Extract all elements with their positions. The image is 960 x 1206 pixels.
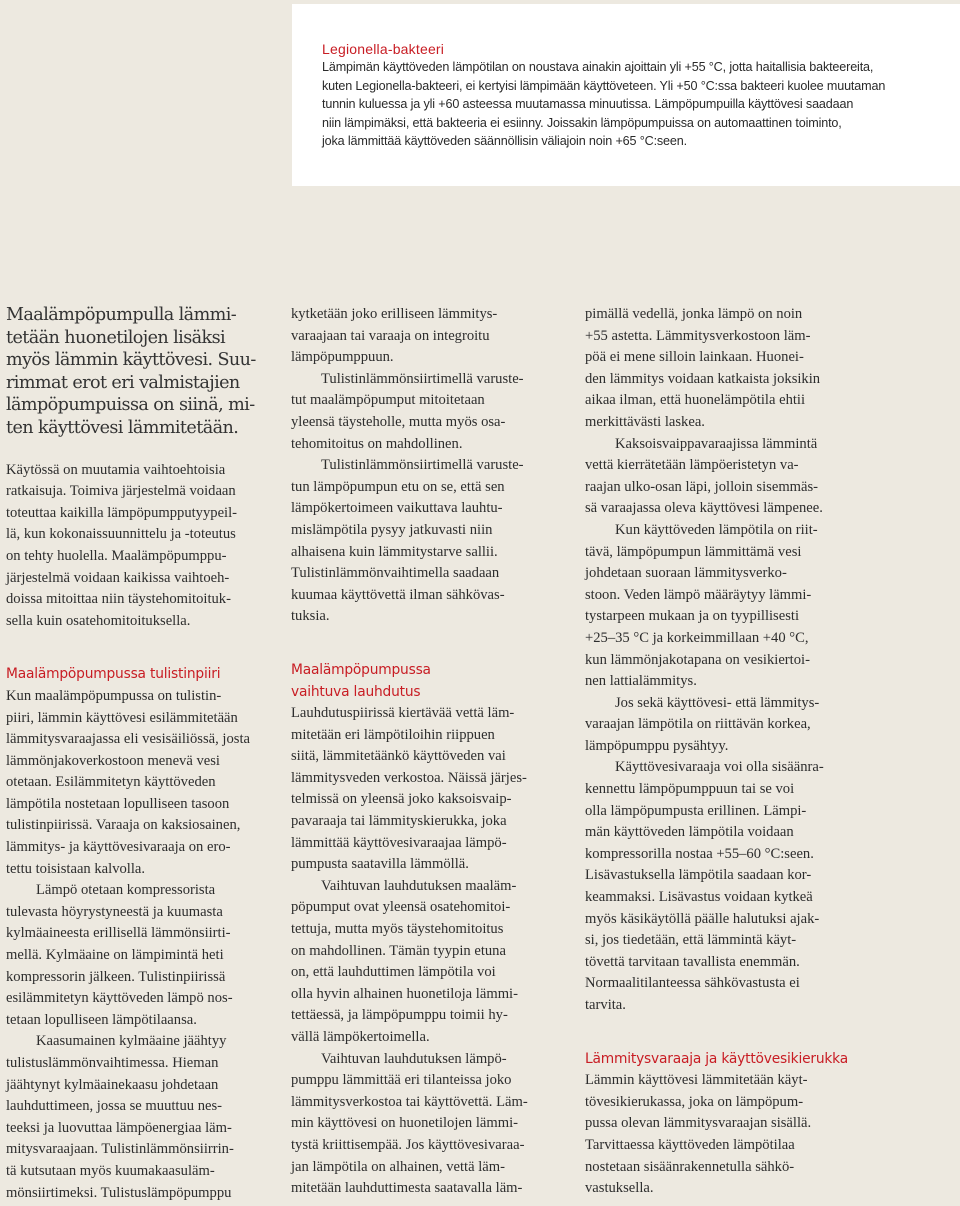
text-line: Vaihtuvan lauhdutuksen lämpö- — [321, 1050, 507, 1067]
legionella-text-line: Lämpimän käyttöveden lämpötilan on noustava ainakin ajoittain yli +55 °C, jotta haitallisia bakteereita, — [322, 60, 874, 74]
text-line: sä varaajassa oleva käyttövesi lämpenee. — [585, 500, 823, 517]
article-column-3 — [585, 304, 847, 1200]
text-line: si, jos tiedetään, että lämmintä käyt- — [585, 932, 797, 949]
text-line: pavaraaja tai lämmityskierukka, joka — [291, 813, 507, 830]
text-line: Lämmin käyttövesi lämmitetään käyt- — [585, 1072, 808, 1089]
text-line: Tulistinlämmönsiirtimellä varuste- — [321, 370, 524, 387]
article-column-2 — [291, 304, 553, 1200]
legionella-info-content — [322, 40, 942, 151]
text-line: tövesikierukassa, joka on lämpöpum- — [585, 1093, 804, 1110]
legionella-info-box — [292, 4, 960, 186]
text-line: toteuttaa kaikilla lämpöpumpputyypeil- — [6, 504, 238, 521]
text-line: tuksia. — [291, 608, 330, 625]
body-paragraph — [585, 304, 847, 434]
text-line: tettuja, mutta myös täystehomitoitus — [291, 921, 504, 938]
text-line: telmissä on yleensä joko kaksoisvaip- — [291, 791, 512, 808]
text-line: den lämmitys voidaan katkaista joksikin — [585, 370, 821, 387]
text-line: Vaihtuvan lauhdutuksen maaläm- — [321, 877, 517, 894]
body-paragraph — [291, 304, 553, 369]
text-line: pöä ei mene silloin lainkaan. Huonei- — [585, 349, 804, 366]
text-line: mitysvaraajaan. Tulistinlämmönsiirrin- — [6, 1141, 234, 1158]
text-line: kytketään joko erilliseen lämmitys- — [291, 306, 498, 322]
text-line: lauhduttimeen, jossa se muuttuu nes- — [6, 1098, 223, 1115]
text-line: tarvita. — [585, 997, 626, 1013]
section-heading-vaihtuva-lauhdutus-line2: vaihtuva lauhdutus — [291, 683, 421, 700]
text-line: Lauhdutuspiirissä kiertävää vettä läm- — [291, 705, 515, 722]
text-line: Normaalitilanteessa sähkövastusta ei — [585, 975, 800, 992]
text-line: män käyttöveden lämpötila voidaan — [585, 824, 794, 841]
text-line: tövettä tarvitaan tavallista enemmän. — [585, 953, 800, 970]
text-line: tehomitoitus on mahdollinen. — [291, 435, 463, 452]
text-line: lämmönjakoverkostoon menevä vesi — [6, 752, 220, 769]
lead-paragraph — [6, 304, 268, 440]
lead-line: lämpöpumpuissa on siinä, mi- — [6, 395, 255, 416]
lead-line: rimmat erot eri valmistajien — [6, 372, 240, 393]
text-line: nen lattialämmitys. — [585, 673, 697, 690]
text-line: Käytössä on muutamia vaihtoehtoisia — [6, 461, 226, 478]
text-line: mönsiirtimeksi. Tulistuslämpöpumppu — [6, 1184, 232, 1201]
text-line: tulistuslämmönvaihtimessa. Hieman — [6, 1055, 219, 1071]
text-line: lä, kun kokonaissuunnittelu ja -toteutus — [6, 526, 236, 543]
section-heading-lammitysvaraaja: Lämmitysvaraaja ja käyttövesikierukka — [585, 1050, 848, 1067]
text-line: esilämmitetyn käyttöveden lämpö nos- — [6, 990, 233, 1007]
body-paragraph — [291, 876, 553, 1049]
text-line: doissa mitoittaa niin täystehomitoituk- — [6, 591, 231, 608]
text-line: tävä, lämpöpumpun lämmittämä vesi — [585, 543, 802, 560]
text-line: yleensä täysteholle, mutta myös osa- — [291, 413, 506, 430]
legionella-text-line: kuten Legionella-bakteeri, ei kertyisi lämpimään käyttöveteen. Yli +50 °C:ssa bakteeri kuolee muutaman — [322, 78, 886, 93]
text-line: Lämpö otetaan kompressorista — [36, 882, 216, 899]
text-line: Kun maalämpöpumpussa on tulistin- — [6, 687, 222, 704]
text-line: Tarvittaessa käyttöveden lämpötilaa — [585, 1136, 795, 1153]
text-line: keammaksi. Lisävastus voidaan kytkeä — [585, 889, 813, 906]
text-line: Jos sekä käyttövesi- että lämmitys- — [615, 694, 820, 711]
text-line: tystarpeen mukaan ja on tyypillisesti — [585, 608, 799, 625]
text-line: johdetaan suoraan lämmitysverko- — [585, 565, 787, 582]
text-line: kuumaa käyttövettä ilman sähkövas- — [291, 586, 505, 603]
text-line: tetaan lopulliseen lämpötilaansa. — [6, 1011, 197, 1028]
article-column-1 — [6, 304, 268, 1204]
text-line: vällä lämpökertoimella. — [291, 1029, 430, 1045]
text-line: pumpusta saatavilla lämmöllä. — [291, 856, 469, 873]
body-paragraph — [585, 434, 847, 520]
section-heading-tulistinpiiri: Maalämpöpumpussa tulistinpiiri — [6, 666, 221, 683]
body-paragraph — [585, 1070, 847, 1200]
text-line: jäähtynyt kylmäainekaasu johdetaan — [6, 1076, 219, 1093]
text-line: piiri, lämmin käyttövesi esilämmitetään — [6, 709, 238, 726]
body-paragraph — [585, 693, 847, 758]
lead-line: tetään huonetilojen lisäksi — [6, 327, 226, 348]
text-line: varaajaan tai varaaja on integroitu — [291, 327, 490, 344]
text-line: pumppu lämmittää eri tilanteissa joko — [291, 1072, 512, 1089]
text-line: tä kutsutaan myös kuumakaasuläm- — [6, 1162, 215, 1179]
text-line: +25–35 °C ja korkeimmillaan +40 °C, — [585, 629, 809, 646]
body-paragraph — [6, 880, 268, 1031]
legionella-heading: Legionella-bakteeri — [322, 41, 445, 57]
text-line: lämmitysverkostoa tai käyttövettä. Läm- — [291, 1093, 528, 1110]
text-line: Käyttövesivaraaja voi olla sisäänra- — [615, 759, 824, 776]
text-line: mellä. Kylmäaine on lämpimintä heti — [6, 947, 224, 964]
text-line: Kun käyttöveden lämpötila on riit- — [615, 521, 818, 538]
text-line: on, että lauhduttimen lämpötila voi — [291, 964, 496, 981]
text-line: tettäessä, ja lämpöpumppu toimii hy- — [291, 1007, 508, 1024]
text-line: lämpöpumppuun. — [291, 349, 394, 366]
body-paragraph — [585, 520, 847, 693]
body-paragraph — [585, 757, 847, 1016]
text-line: lämmittää käyttövesivaraajaa lämpö- — [291, 834, 507, 851]
body-paragraph — [291, 1049, 553, 1200]
text-line: tulevasta höyrystyneestä ja kuumasta — [6, 903, 223, 920]
lead-line: Maalämpöpumpulla lämmi- — [6, 305, 237, 325]
text-line: siitä, lämmitetäänkö käyttöveden vai — [291, 748, 506, 765]
text-line: lämmitys- ja käyttövesivaraaja on ero- — [6, 839, 231, 856]
text-line: kun lämmönjakotapana on vesikiertoi- — [585, 651, 810, 668]
body-paragraph — [291, 455, 553, 628]
text-line: aikaa ilman, että huonelämpötila ehtii — [585, 392, 806, 409]
text-line: varaajan lämpötila on riittävän korkea, — [585, 716, 811, 733]
text-line: pimällä vedellä, jonka lämpö on noin — [585, 306, 803, 322]
legionella-text-line: tunnin kuluessa ja yli +60 asteessa muutamassa minuutissa. Lämpöpumpuilla käyttövesi saadaan — [322, 97, 854, 112]
text-line: stoon. Veden lämpö määräytyy lämmi- — [585, 586, 812, 603]
text-line: tulistinpiirissä. Varaaja on kaksiosainen, — [6, 817, 241, 834]
text-line: lämmitysvaraajassa eli vesisäiliössä, josta — [6, 731, 250, 748]
text-line: vettä kierrätetään lämpöeristetyn va- — [585, 457, 799, 474]
text-line: merkittävästi laskea. — [585, 413, 705, 430]
text-line: vastuksella. — [585, 1180, 654, 1197]
lead-line: myös lämmin käyttövesi. Suu- — [6, 350, 256, 371]
text-line: min käyttövesi on huonetilojen lämmi- — [291, 1115, 518, 1132]
lead-line: ten käyttövesi lämmitetään. — [6, 417, 239, 438]
text-line: myös käsikäytöllä päälle halutuksi ajak- — [585, 910, 820, 927]
text-line: kylmäaineesta erillisellä lämmönsiirti- — [6, 925, 231, 942]
text-line: pöpumput ovat yleensä osatehomitoi- — [291, 899, 511, 916]
text-line: lämpökertoimeen vaikuttava lauhtu- — [291, 500, 503, 517]
text-line: lämpötila nostetaan lopulliseen tasoon — [6, 795, 230, 812]
text-line: lämmitysveden verkostoa. Näissä järjes- — [291, 769, 527, 786]
text-line: lämpöpumppu pysähtyy. — [585, 737, 729, 754]
text-line: on tehty huolella. Maalämpöpumppu- — [6, 547, 227, 564]
body-paragraph — [6, 460, 268, 633]
text-line: +55 astetta. Lämmitysverkostoon läm- — [585, 327, 811, 344]
text-line: olla hyvin alhainen huonetiloja lämmi- — [291, 985, 518, 1002]
text-line: mitetään lauhduttimesta saatavalla läm- — [291, 1180, 523, 1197]
text-line: järjestelmä voidaan kaikissa vaihtoeh- — [6, 569, 230, 586]
section-heading-vaihtuva-lauhdutus: Maalämpöpumpussa — [291, 661, 431, 678]
text-line: on mahdollinen. Tämän tyypin etuna — [291, 942, 506, 959]
text-line: tut maalämpöpumput mitoitetaan — [291, 392, 485, 409]
text-line: Kaasumainen kylmäaine jäähtyy — [36, 1033, 227, 1050]
body-paragraph — [291, 369, 553, 455]
text-line: Kaksoisvaippavaraajissa lämmintä — [615, 435, 818, 452]
text-line: raajan ulko-osan läpi, jolloin sisemmäs- — [585, 478, 819, 495]
body-paragraph — [291, 703, 553, 876]
text-line: mitetään eri lämpötiloihin riippuen — [291, 726, 495, 743]
text-line: tystä kriittisempää. Jos käyttövesivaraa- — [291, 1136, 525, 1153]
legionella-text-line: niin lämpimäksi, että bakteeria ei esiinny. Joissakin lämpöpumpuissa on automaattinen toiminto, — [322, 115, 842, 130]
body-paragraph — [6, 686, 268, 880]
text-line: jan lämpötila on alhainen, vettä läm- — [291, 1158, 505, 1175]
text-line: kompressorin jälkeen. Tulistinpiirissä — [6, 968, 226, 985]
text-line: sella kuin osatehomitoituksella. — [6, 612, 191, 629]
body-paragraph — [6, 1031, 268, 1204]
text-line: otetaan. Esilämmitetyn käyttöveden — [6, 774, 216, 791]
text-line: ratkaisuja. Toimiva järjestelmä voidaan — [6, 483, 236, 500]
text-line: tun lämpöpumpun etu on se, että sen — [291, 478, 505, 495]
text-line: Tulistinlämmönsiirtimellä varuste- — [321, 457, 524, 474]
text-line: kennettu lämpöpumppuun tai se voi — [585, 781, 795, 798]
text-line: Tulistinlämmönvaihtimella saadaan — [291, 565, 500, 582]
text-line: Lisävastuksella lämpötila saadaan kor- — [585, 867, 812, 884]
text-line: tettu toisistaan kalvolla. — [6, 860, 146, 877]
text-line: kompressorilla nostaa +55–60 °C:seen. — [585, 845, 814, 862]
legionella-text-line: joka lämmittää käyttöveden säännöllisin väliajoin noin +65 °C:seen. — [322, 134, 687, 149]
text-line: nostetaan sisäänrakennetulla sähkö- — [585, 1158, 795, 1175]
text-line: teeksi ja luovuttaa lämpöenergiaa läm- — [6, 1119, 232, 1136]
text-line: olla lämpöpumpusta erillinen. Lämpi- — [585, 802, 807, 819]
text-line: pussa olevan lämmitysvaraajan sisällä. — [585, 1115, 812, 1132]
text-line: alhaisena kuin lämmitystarve sallii. — [291, 543, 498, 560]
text-line: mislämpötila pysyy jatkuvasti niin — [291, 521, 493, 538]
